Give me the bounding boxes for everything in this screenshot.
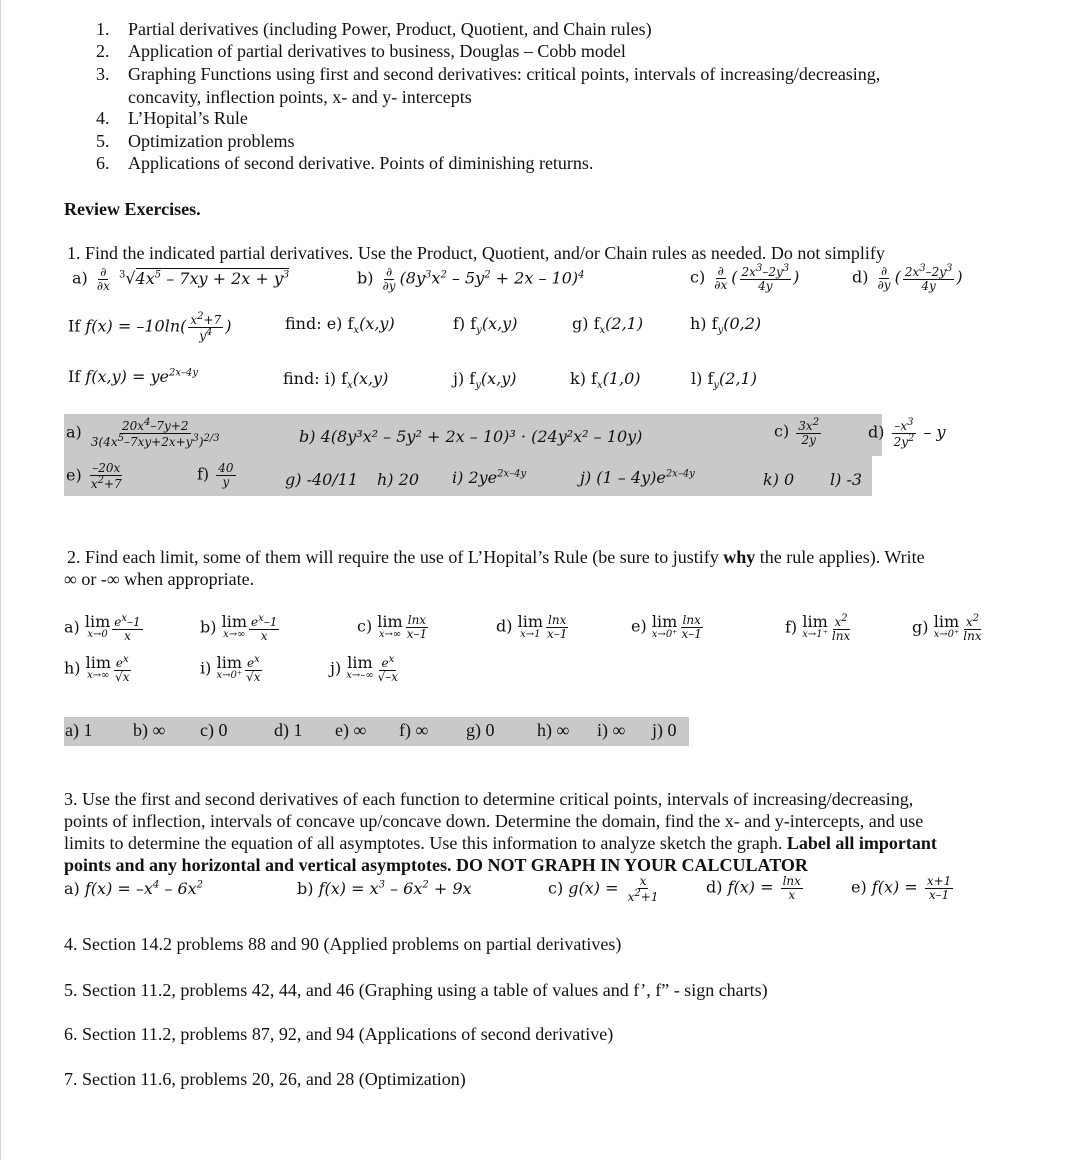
q2-limit-j: j) lim x→–∞ $\frac{e^x}{√-x}$ xyxy=(330,653,399,684)
topic-item: 1. xyxy=(96,19,110,39)
q2-answer: i) ∞ xyxy=(597,720,626,740)
q1-part-g: g) $f_x(2,1)$ xyxy=(572,314,644,337)
q2-limit-g: g) lim x→0⁺ $\frac{x^2}{\ln x}$ xyxy=(912,612,982,643)
q1-answer-d: d) $\frac{-x^3}{2y^2}$ – y xyxy=(868,417,946,449)
topic-text: Applications of second derivative. Points of diminishing returns. xyxy=(128,153,594,173)
topic-item: 5. xyxy=(96,131,110,151)
q1-part-a: a) $\frac{\partial}{\partial x}$ $^3√4x^5 - 7xy + 2x + y^3$ xyxy=(72,265,290,293)
q1-part-e: find: e) $f_x(x,y)$ xyxy=(285,314,395,337)
topic-text: concavity, inflection points, x- and y- intercepts xyxy=(128,87,472,107)
q1-answer-l: l) -3 xyxy=(830,470,863,489)
q1-part-j: j) $f_y(x,y)$ xyxy=(453,369,517,392)
q3-function-c: c) g(x) = $\frac{x}{x^2+1}$ xyxy=(548,874,659,904)
q1-part-b: b) $\frac{\partial}{\partial y}$ $(8y^3x^2 - 5y^2 + 2x - 10)^4$ xyxy=(357,265,585,293)
q1-part-c: c) $\frac{\partial}{\partial x}$ ( $\frac{2x^3-2y^3}{4y}$ ) xyxy=(690,263,800,293)
q2-answer: a) 1 xyxy=(65,720,93,740)
q1-given-2: If $f(x,y) = ye^{2x-4y}$ xyxy=(68,367,198,386)
q1-part-h: h) $f_y(0,2)$ xyxy=(690,314,762,337)
q2-answer: f) ∞ xyxy=(399,720,429,740)
problem-item: 6. Section 11.2, problems 87, 92, and 94 (Applications of second derivative) xyxy=(64,1024,614,1044)
q2-limit-h: h) lim x→∞ $\frac{e^x}{√x}$ xyxy=(64,653,130,684)
q2-limit-c: c) lim x→∞ $\frac{\ln x}{x-1}$ xyxy=(357,612,428,641)
q1-answer-j: j) $(1 - 4y)e^{2x-4y}$ xyxy=(580,468,695,487)
q1-answer-c: c) $\frac{3x^2}{2y}$ xyxy=(774,417,820,447)
problem-item: 7. Section 11.6, problems 20, 26, and 28 (Optimization) xyxy=(64,1069,466,1089)
q2-answer: c) 0 xyxy=(200,720,228,740)
q3-function-a: a) $f(x) = -x^4 - 6x^2$ xyxy=(64,879,204,898)
topic-text: Partial derivatives (including Power, Product, Quotient, and Chain rules) xyxy=(128,19,652,39)
review-heading: Review Exercises. xyxy=(64,199,201,219)
q3-function-e: e) f(x) = $\frac{x+1}{x-1}$ xyxy=(851,874,952,902)
q2-answer: d) 1 xyxy=(274,720,303,740)
q1-answer-e: e) $\frac{-20x}{x^2+7}$ xyxy=(66,461,122,491)
topic-item: 6. xyxy=(96,153,110,173)
q1-answer-f: f) $\frac{40}{y}$ xyxy=(197,461,234,489)
q1-answer-b: b) 4(8y³x² – 5y² + 2x – 10)³ · (24y²x² – 10y) xyxy=(299,427,643,446)
q1-part-d: d) $\frac{\partial}{\partial y}$ ( $\frac{2x^3-2y^3}{4y}$ ) xyxy=(852,263,963,293)
q1-answer-k: k) 0 xyxy=(763,470,795,489)
topic-text: Graphing Functions using first and second derivatives: critical points, intervals of increasing/decreasing, xyxy=(128,64,881,84)
q1-answer-g: g) -40/11 xyxy=(285,470,359,489)
q2-prompt-cont: ∞ or -∞ when appropriate. xyxy=(64,569,255,589)
q1-answer-a: a) $\frac{20x^4-7y+2}{3(4x^5-7xy+2x+y^3)^{2/3}}$ xyxy=(66,417,220,449)
q3-function-d: d) f(x) = $\frac{\ln x}{x}$ xyxy=(706,874,801,902)
q1-part-i: find: i) $f_x(x,y)$ xyxy=(283,369,389,392)
q2-answer: h) ∞ xyxy=(537,720,570,740)
topic-text: Optimization problems xyxy=(128,131,295,151)
q1-part-l: l) $f_y(2,1)$ xyxy=(691,369,757,392)
q2-limit-b: b) lim x→∞ $\frac{e^x-1}{x}$ xyxy=(200,612,278,643)
q2-answer: b) ∞ xyxy=(133,720,166,740)
q2-limit-e: e) lim x→0⁺ $\frac{\ln x}{x-1}$ xyxy=(631,612,702,641)
q2-limit-f: f) lim x→1⁺ $\frac{x^2}{\ln x}$ xyxy=(785,612,851,643)
q2-answer: e) ∞ xyxy=(335,720,367,740)
q3-line: 3. Use the first and second derivatives of each function to determine critical points, intervals of increasing/decreasing, xyxy=(64,789,914,809)
q1-part-f: f) $f_y(x,y)$ xyxy=(453,314,518,337)
q3-line: points and any horizontal and vertical asymptotes. DO NOT GRAPH IN YOUR CALCULATOR xyxy=(64,855,808,875)
problem-item: 4. Section 14.2 problems 88 and 90 (Applied problems on partial derivatives) xyxy=(64,934,622,954)
page-left-edge xyxy=(0,0,1,1160)
q1-answer-i: i) $2ye^{2x-4y}$ xyxy=(452,468,527,487)
topic-item: 2. xyxy=(96,41,110,61)
q3-line: limits to determine the equation of all asymptotes. Use this information to analyze sketch the graph. Label all important xyxy=(64,833,937,853)
q2-limit-d: d) lim x→1 $\frac{\ln x}{x-1}$ xyxy=(496,612,568,641)
q1-prompt: 1. Find the indicated partial derivatives. Use the Product, Quotient, and/or Chain rules as needed. Do not simplify xyxy=(67,243,885,263)
q3-line: points of inflection, intervals of concave up/concave down. Determine the domain, find the x- and y-intercepts, and use xyxy=(64,811,924,831)
problem-item: 5. Section 11.2, problems 42, 44, and 46 (Graphing using a table of values and f’, f” - sign charts) xyxy=(64,980,768,1000)
q1-given-1: If f(x) = –10ln( $\frac{x^2+7}{y^4}$ ) xyxy=(68,311,232,343)
topic-text: L’Hopital’s Rule xyxy=(128,108,248,128)
topic-item: 4. xyxy=(96,108,110,128)
q3-function-b: b) $f(x) = x^3 - 6x^2 + 9x$ xyxy=(297,879,472,898)
q2-answer: g) 0 xyxy=(466,720,495,740)
q1-answer-h: h) 20 xyxy=(377,470,419,489)
q2-limit-a: a) lim x→0 $\frac{e^x-1}{x}$ xyxy=(64,612,141,643)
q2-prompt: 2. Find each limit, some of them will require the use of L’Hopital’s Rule (be sure to justify why the rule applies). Write xyxy=(67,547,925,567)
topic-item: 3. xyxy=(96,64,110,84)
topic-text: Application of partial derivatives to business, Douglas – Cobb model xyxy=(128,41,626,61)
q2-answer: j) 0 xyxy=(652,720,677,740)
q2-limit-i: i) lim x→0⁺ $\frac{e^x}{√x}$ xyxy=(200,653,261,684)
q1-part-k: k) $f_x(1,0)$ xyxy=(570,369,641,392)
